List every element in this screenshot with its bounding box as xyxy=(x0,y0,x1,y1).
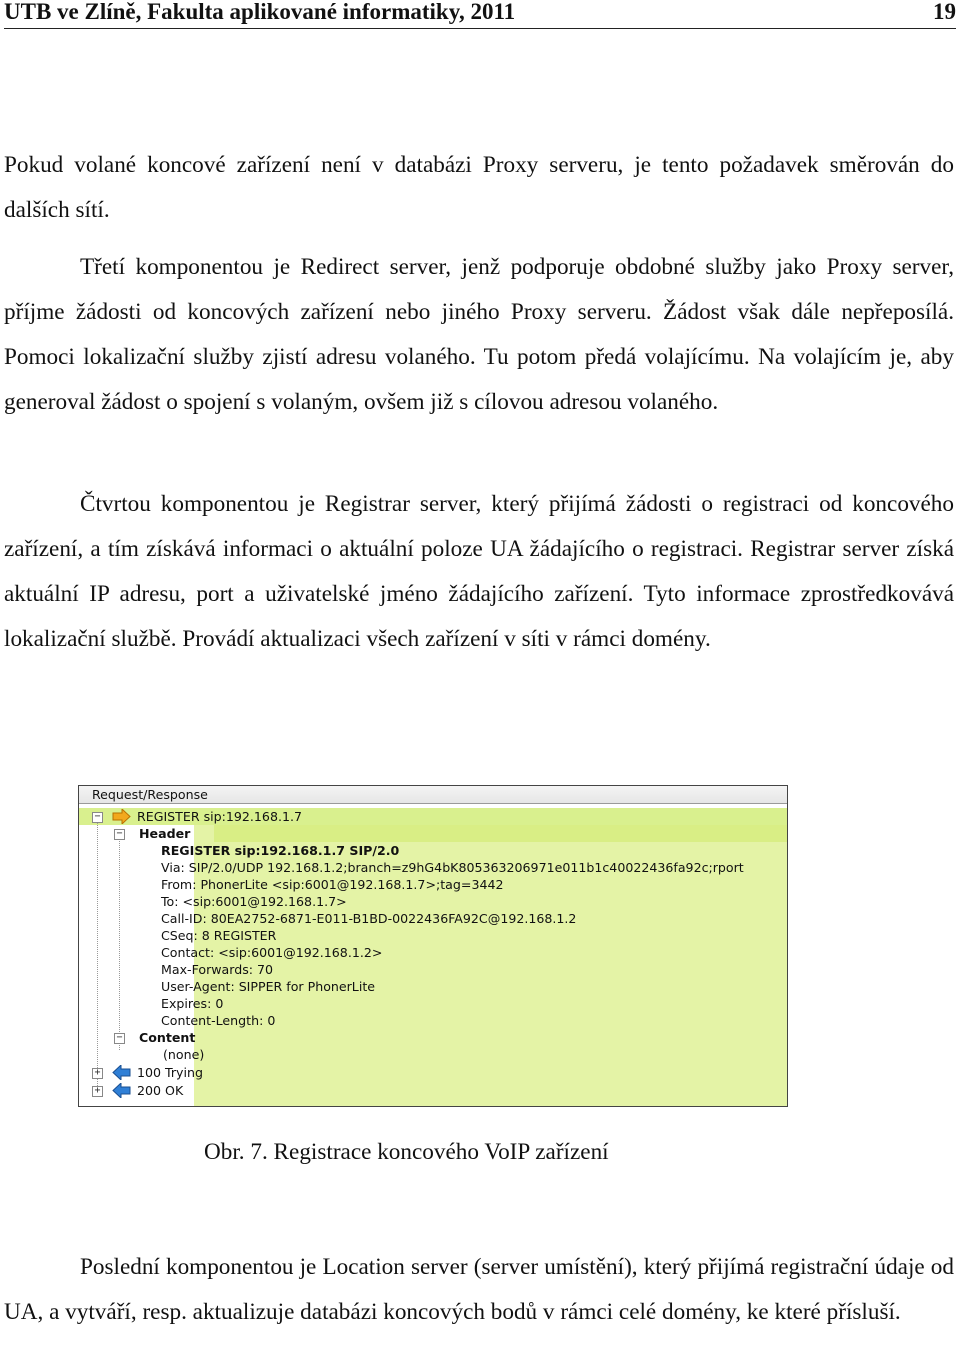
header-field: Via: SIP/2.0/UDP 192.168.1.2;branch=z9hG4bK805363206971e011b1c40022436fa92c;rport xyxy=(161,860,744,875)
header-field: Contact: <sip:6001@192.168.1.2> xyxy=(161,945,383,960)
header-field: From: PhonerLite <sip:6001@192.168.1.7>;tag=3442 xyxy=(161,877,504,892)
paragraph-proxy-routing: Pokud volané koncové zařízení není v databázi Proxy serveru, je tento požadavek směrován do dalších sítí. xyxy=(4,152,954,223)
response-item-ok[interactable]: 200 OK xyxy=(137,1083,184,1098)
tree-guide-line xyxy=(97,822,98,1090)
header-field: Call-ID: 80EA2752-6871-E011-B1BD-0022436FA92C@192.168.1.2 xyxy=(161,911,577,926)
request-arrow-icon xyxy=(112,809,131,824)
tree-guide-line xyxy=(119,838,120,1050)
content-value: (none) xyxy=(163,1047,205,1062)
response-arrow-shape xyxy=(113,1083,130,1098)
sip-request-response-figure xyxy=(78,785,788,1107)
header-field: User-Agent: SIPPER for PhonerLite xyxy=(161,979,376,994)
register-request-item[interactable]: REGISTER sip:192.168.1.7 xyxy=(137,809,302,824)
request-arrow-shape xyxy=(113,809,130,824)
response-arrow-icon xyxy=(112,1083,131,1098)
paragraph-location-server: Poslední komponentou je Location server (server umístění), který přijímá registrační údaje od UA, a vytváří, resp. aktualizuje databázi koncových bodů v rámci celé domény, ke které přísluší. xyxy=(4,1254,954,1325)
collapse-toggle[interactable]: − xyxy=(114,829,125,840)
response-arrow-icon xyxy=(112,1065,131,1080)
expand-toggle[interactable]: + xyxy=(92,1086,103,1097)
request-line-highlight xyxy=(214,825,787,842)
header-field: Expires: 0 xyxy=(161,996,224,1011)
header-field: To: <sip:6001@192.168.1.7> xyxy=(161,894,347,909)
running-header xyxy=(4,0,956,29)
expand-toggle[interactable]: + xyxy=(92,1068,103,1079)
header-node[interactable]: Header xyxy=(139,826,191,841)
content-node[interactable]: Content xyxy=(139,1030,196,1045)
figure-caption: Obr. 7. Registrace koncového VoIP zařízení xyxy=(204,1139,609,1165)
header-field: CSeq: 8 REGISTER xyxy=(161,928,277,943)
page-number: 19 xyxy=(933,0,956,24)
header-title: UTB ve Zlíně, Fakulta aplikované informatiky, 2011 xyxy=(4,0,516,24)
request-line: REGISTER sip:192.168.1.7 SIP/2.0 xyxy=(161,843,400,858)
paragraph-registrar-server: Čtvrtou komponentou je Registrar server, který přijímá žádosti o registraci od koncového zařízení, a tím získává informaci o aktuální poloze UA žádajícího o registraci. Registrar server získá aktuální IP adresu, port a uživatelské jméno žádajícího zařízení. Tyto informace zprostředkovává lokalizační službě. Provádí aktualizaci všech zařízení v síti v rámci domény. xyxy=(4,491,954,652)
response-item-trying[interactable]: 100 Trying xyxy=(137,1065,203,1080)
paragraph-redirect-server: Třetí komponentou je Redirect server, jenž podporuje obdobné služby jako Proxy server, příjme žádosti od koncových zařízení nebo jiného Proxy serveru. Žádost však dále nepřeposílá. Pomoci lokalizační služby zjistí adresu volaného. Tu potom předá volajícímu. Na volajícím je, aby generoval žádost o spojení s volaným, ovšem již s cílovou adresou volaného. xyxy=(4,254,954,415)
header-field: Max-Forwards: 70 xyxy=(161,962,274,977)
collapse-toggle[interactable]: − xyxy=(92,812,103,823)
panel-title: Request/Response xyxy=(79,786,787,804)
header-field: Content-Length: 0 xyxy=(161,1013,276,1028)
collapse-toggle[interactable]: − xyxy=(114,1033,125,1044)
response-arrow-shape xyxy=(113,1065,130,1080)
